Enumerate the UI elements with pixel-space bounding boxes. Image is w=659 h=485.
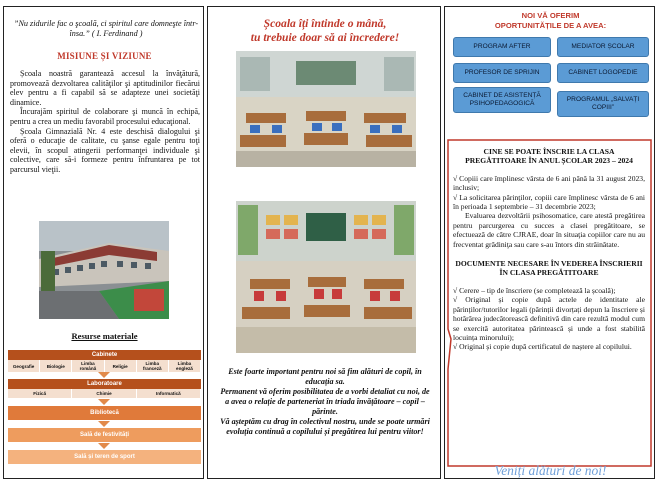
document-item: √ Cerere – tip de înscriere (se completează la școală); (453, 285, 616, 295)
enrollment-item: √ Copiii care împlinesc vârsta de 6 ani până la 31 august 2023, inclusiv; (453, 173, 645, 193)
laboratoare-box: Laboratoare (8, 379, 201, 389)
service-salvati-copiii: PROGRAMUL „SALVAȚI COPIII” (557, 91, 649, 117)
invitation-paragraph: Permanent vă oferim posibilitatea de a vorbi detaliat cu noi, de a avea o relație de parteneriat în triada învățătoare – copil – părinte. (220, 387, 430, 416)
lab-item: Chimie (72, 389, 136, 398)
resources-title: Resurse materiale (71, 331, 138, 341)
sala-sport-box: Sală și teren de sport (8, 450, 201, 464)
column-mission (3, 6, 204, 479)
mission-text (10, 69, 200, 175)
invitation-title-line1: Școala îți întinde o mână, (263, 17, 387, 30)
sala-festivitati-box: Sală de festivități (8, 428, 201, 442)
cabinet-item: Limba română (72, 360, 104, 372)
classroom-photo (236, 201, 416, 353)
cabinet-item: Limba franceză (137, 360, 169, 372)
invitation-text (218, 367, 432, 437)
enrollment-item: Evaluarea dezvoltării psihosomatice, care atestă pregătirea pentru parcurgerea cu succes a clasei pregătitoare, se efectuează de către CJRAE, doar în situaţia copiilor care nu au frecventat grădiniţa sau care s-au întors din străinătate. (453, 211, 645, 249)
document-item: √ Original și copie după actele de identitate ale părinților/tutorilor legali (părinții divorțați depun la înscriere și hotărârea judecătorească definitivă din care rezultă modul cum se exercită autoritatea părintească și unde a fost stabilită locuința minorului); (453, 295, 645, 342)
arrow-down-icon (98, 421, 110, 427)
column-offer (444, 6, 655, 479)
document-item: √ Original și copie după certificatul de naștere al copilului. (453, 342, 632, 352)
cabinete-box: Cabinete (8, 350, 201, 360)
cabinet-item: Geografie (8, 360, 40, 372)
offer-title-line1: NOI VĂ OFERIM (521, 11, 580, 20)
laboratoare-list (8, 389, 201, 398)
documents-heading: DOCUMENTE NECESARE ÎN VEDEREA ÎNSCRIERII ÎN CLASA PREGĂTITOARE (455, 259, 643, 278)
service-mediator: MEDIATOR ȘCOLAR (557, 37, 649, 57)
mission-paragraph: Școala noastră garantează accesul la învăţătură, promovează dezvoltarea calităţilor şi aptitudinilor fiecărui elev pentru a fi capabil să se adapteze unei societăţi dinamice. (10, 69, 200, 107)
invitation-paragraph: Vă așteptăm cu drag în colectivul nostru, unde se poate urmări evoluția continuă a copilului și pregătirea lui pentru viitor! (220, 417, 430, 436)
cabinet-item: Religie (105, 360, 137, 372)
column-invitation (207, 6, 441, 479)
enrollment-section (453, 147, 645, 352)
classroom-photo (236, 51, 416, 167)
service-profesor-sprijin: PROFESOR DE SPRIJIN (453, 63, 551, 83)
cabinet-item: Limba engleză (169, 360, 201, 372)
service-program-after: PROGRAM AFTER (453, 37, 551, 57)
school-building-photo (39, 221, 169, 319)
arrow-down-icon (98, 399, 110, 405)
lab-item: Fizică (8, 389, 72, 398)
invitation-title-line2: tu trebuie doar să ai încredere! (250, 31, 400, 44)
lab-item: Informatică (137, 389, 201, 398)
mission-paragraph: Încurajăm spiritul de colaborare şi muncă în echipă, pentru a crea un mediu favorabil procesului educaţional. (10, 107, 200, 126)
cabinete-list (8, 360, 201, 372)
service-logopedie: CABINET LOGOPEDIE (557, 63, 649, 83)
cabinet-item: Biologie (40, 360, 72, 372)
mission-paragraph: Școala Gimnazială Nr. 4 este deschisă dialogului şi oferă o educaţie de calitate, cu şanse egale pentru toţi elevii, în scopul atingerii performanţei individuale şi colective, care să-i formeze pentru înfruntarea pe tot parcursul vieţii. (10, 126, 200, 174)
footer-slogan: Veniți alături de noi! (494, 463, 607, 478)
enrollment-heading: CINE SE POATE ÎNSCRIE LA CLASA PREGĂTITOARE ÎN ANUL ȘCOLAR 2023 – 2024 (465, 147, 633, 166)
arrow-down-icon (98, 372, 110, 378)
invitation-paragraph: Este foarte important pentru noi să fim alături de copil, în educația sa. (228, 367, 422, 386)
service-asistenta-psihopedagogica: CABINET DE ASISTENȚĂ PSIHOPEDAGOGICĂ (453, 87, 551, 113)
mission-title: MISIUNE ȘI VIZIUNE (57, 51, 152, 61)
invitation-title (208, 17, 442, 45)
arrow-down-icon (98, 443, 110, 449)
enrollment-item: √ La solicitarea părinţilor, copiii care împlinesc vârsta de 6 ani în perioada 1 septembrie – 31 decembrie 2023; (453, 192, 645, 212)
offer-title (445, 11, 656, 31)
biblioteca-box: Bibliotecă (8, 406, 201, 420)
motto-quote: ”Nu zidurile fac o şcoală, ci spiritul care domneşte într-însa.” ( I. Ferdinand ) (13, 19, 199, 38)
offer-title-line2: OPORTUNITĂȚILE DE A AVEA: (494, 21, 607, 30)
